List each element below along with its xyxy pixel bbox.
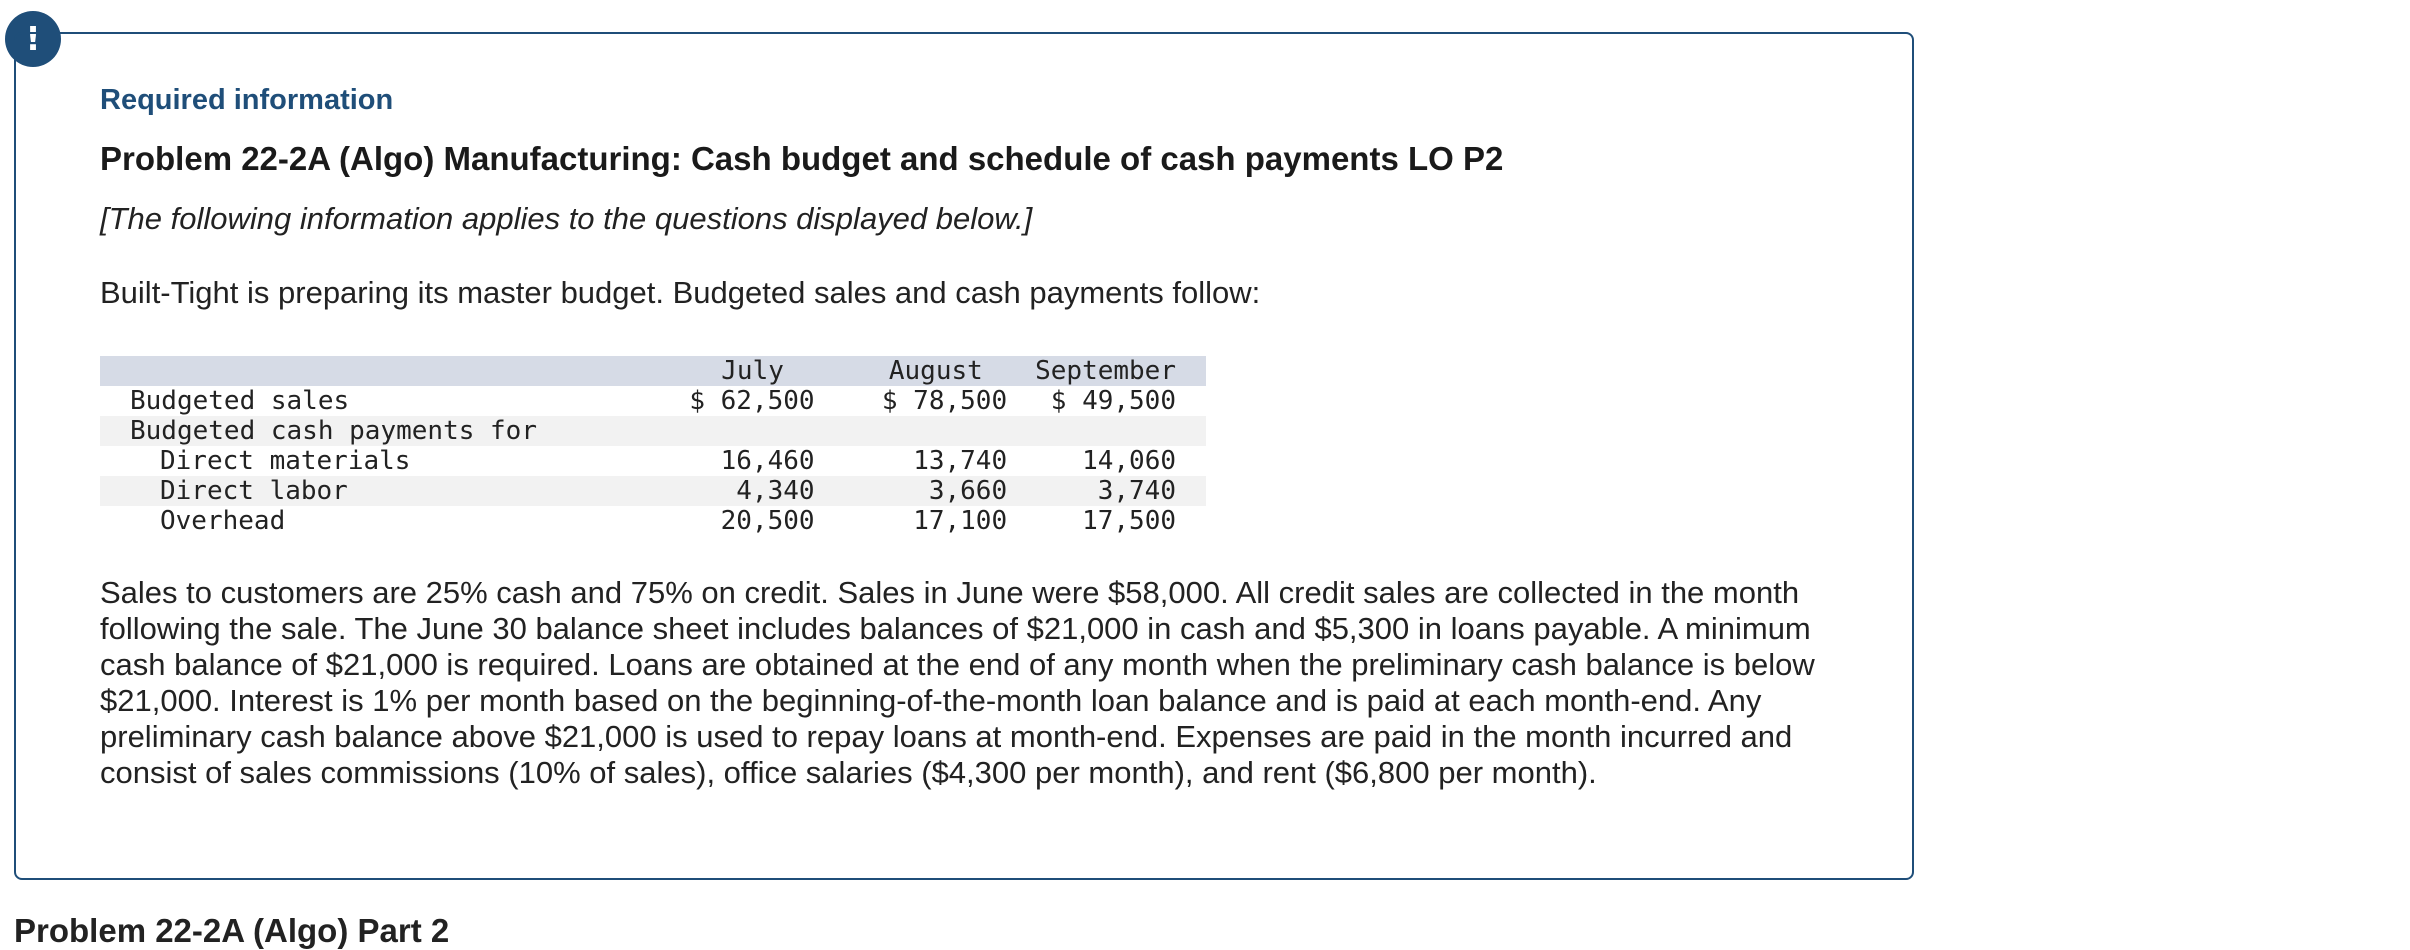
problem-description: Sales to customers are 25% cash and 75% on credit. Sales in June were $58,000. All credit sales are collected in the month following the sale. The June 30 balance sheet includes balances of $21,000 in cash and $5,300 in loans payable. A minimum cash balance of $21,000 is required. Loans are obtained at the end of any month when the preliminary cash balance is below $21,000. Interest is 1% per month based on the beginning-of-the-month loan balance and is paid at each month-end. Any preliminary cash balance above $21,000 is used to repay loans at month-end. Expenses are paid in the month incurred and consist of sales commissions (10% of sales), office salaries ($4,300 per month), and rent ($6,800 per month). (100, 575, 1815, 790)
cell-july: $ 62,500 (689, 386, 815, 416)
cell-july: 20,500 (720, 506, 815, 536)
row-label: Budgeted cash payments for (130, 416, 537, 446)
cell-july: 16,460 (720, 446, 815, 476)
problem-title: Problem 22-2A (Algo) Manufacturing: Cash budget and schedule of cash payments LO P2 (100, 140, 1504, 177)
row-label: Budgeted sales (130, 386, 350, 416)
cell-august: 13,740 (913, 446, 1008, 476)
table-header-row (100, 356, 1206, 386)
table-header-blank (100, 356, 611, 386)
table-row (100, 416, 1206, 446)
table-row (100, 446, 1206, 476)
column-header-august: August (888, 356, 983, 386)
cell-august (815, 416, 1008, 446)
column-header-july: July (721, 356, 784, 386)
next-part-heading: Problem 22-2A (Algo) Part 2 (14, 912, 450, 949)
cell-september (1007, 416, 1206, 446)
cell-august: $ 78,500 (881, 386, 1008, 416)
cell-july (611, 416, 815, 446)
budget-table (100, 356, 1206, 536)
row-label: Overhead (160, 506, 286, 536)
applies-note: [The following information applies to the questions displayed below.] (100, 201, 1033, 236)
table-row (100, 386, 1206, 416)
intro-text: Built-Tight is preparing its master budget. Budgeted sales and cash payments follow: (100, 275, 1261, 310)
cell-september: 17,500 (1082, 506, 1176, 536)
column-header-september: September (1035, 356, 1176, 386)
cell-september: $ 49,500 (1050, 386, 1176, 416)
cell-september: 14,060 (1082, 446, 1176, 476)
cell-july: 4,340 (736, 476, 815, 506)
required-information-heading: Required information (100, 84, 394, 116)
row-label: Direct materials (160, 446, 411, 476)
cell-september: 3,740 (1097, 476, 1176, 506)
table-row (100, 506, 1206, 536)
cell-august: 3,660 (928, 476, 1008, 506)
row-label: Direct labor (160, 476, 348, 506)
cell-august: 17,100 (913, 506, 1008, 536)
table-row (100, 476, 1206, 506)
exclamation-icon: ! (5, 11, 61, 67)
